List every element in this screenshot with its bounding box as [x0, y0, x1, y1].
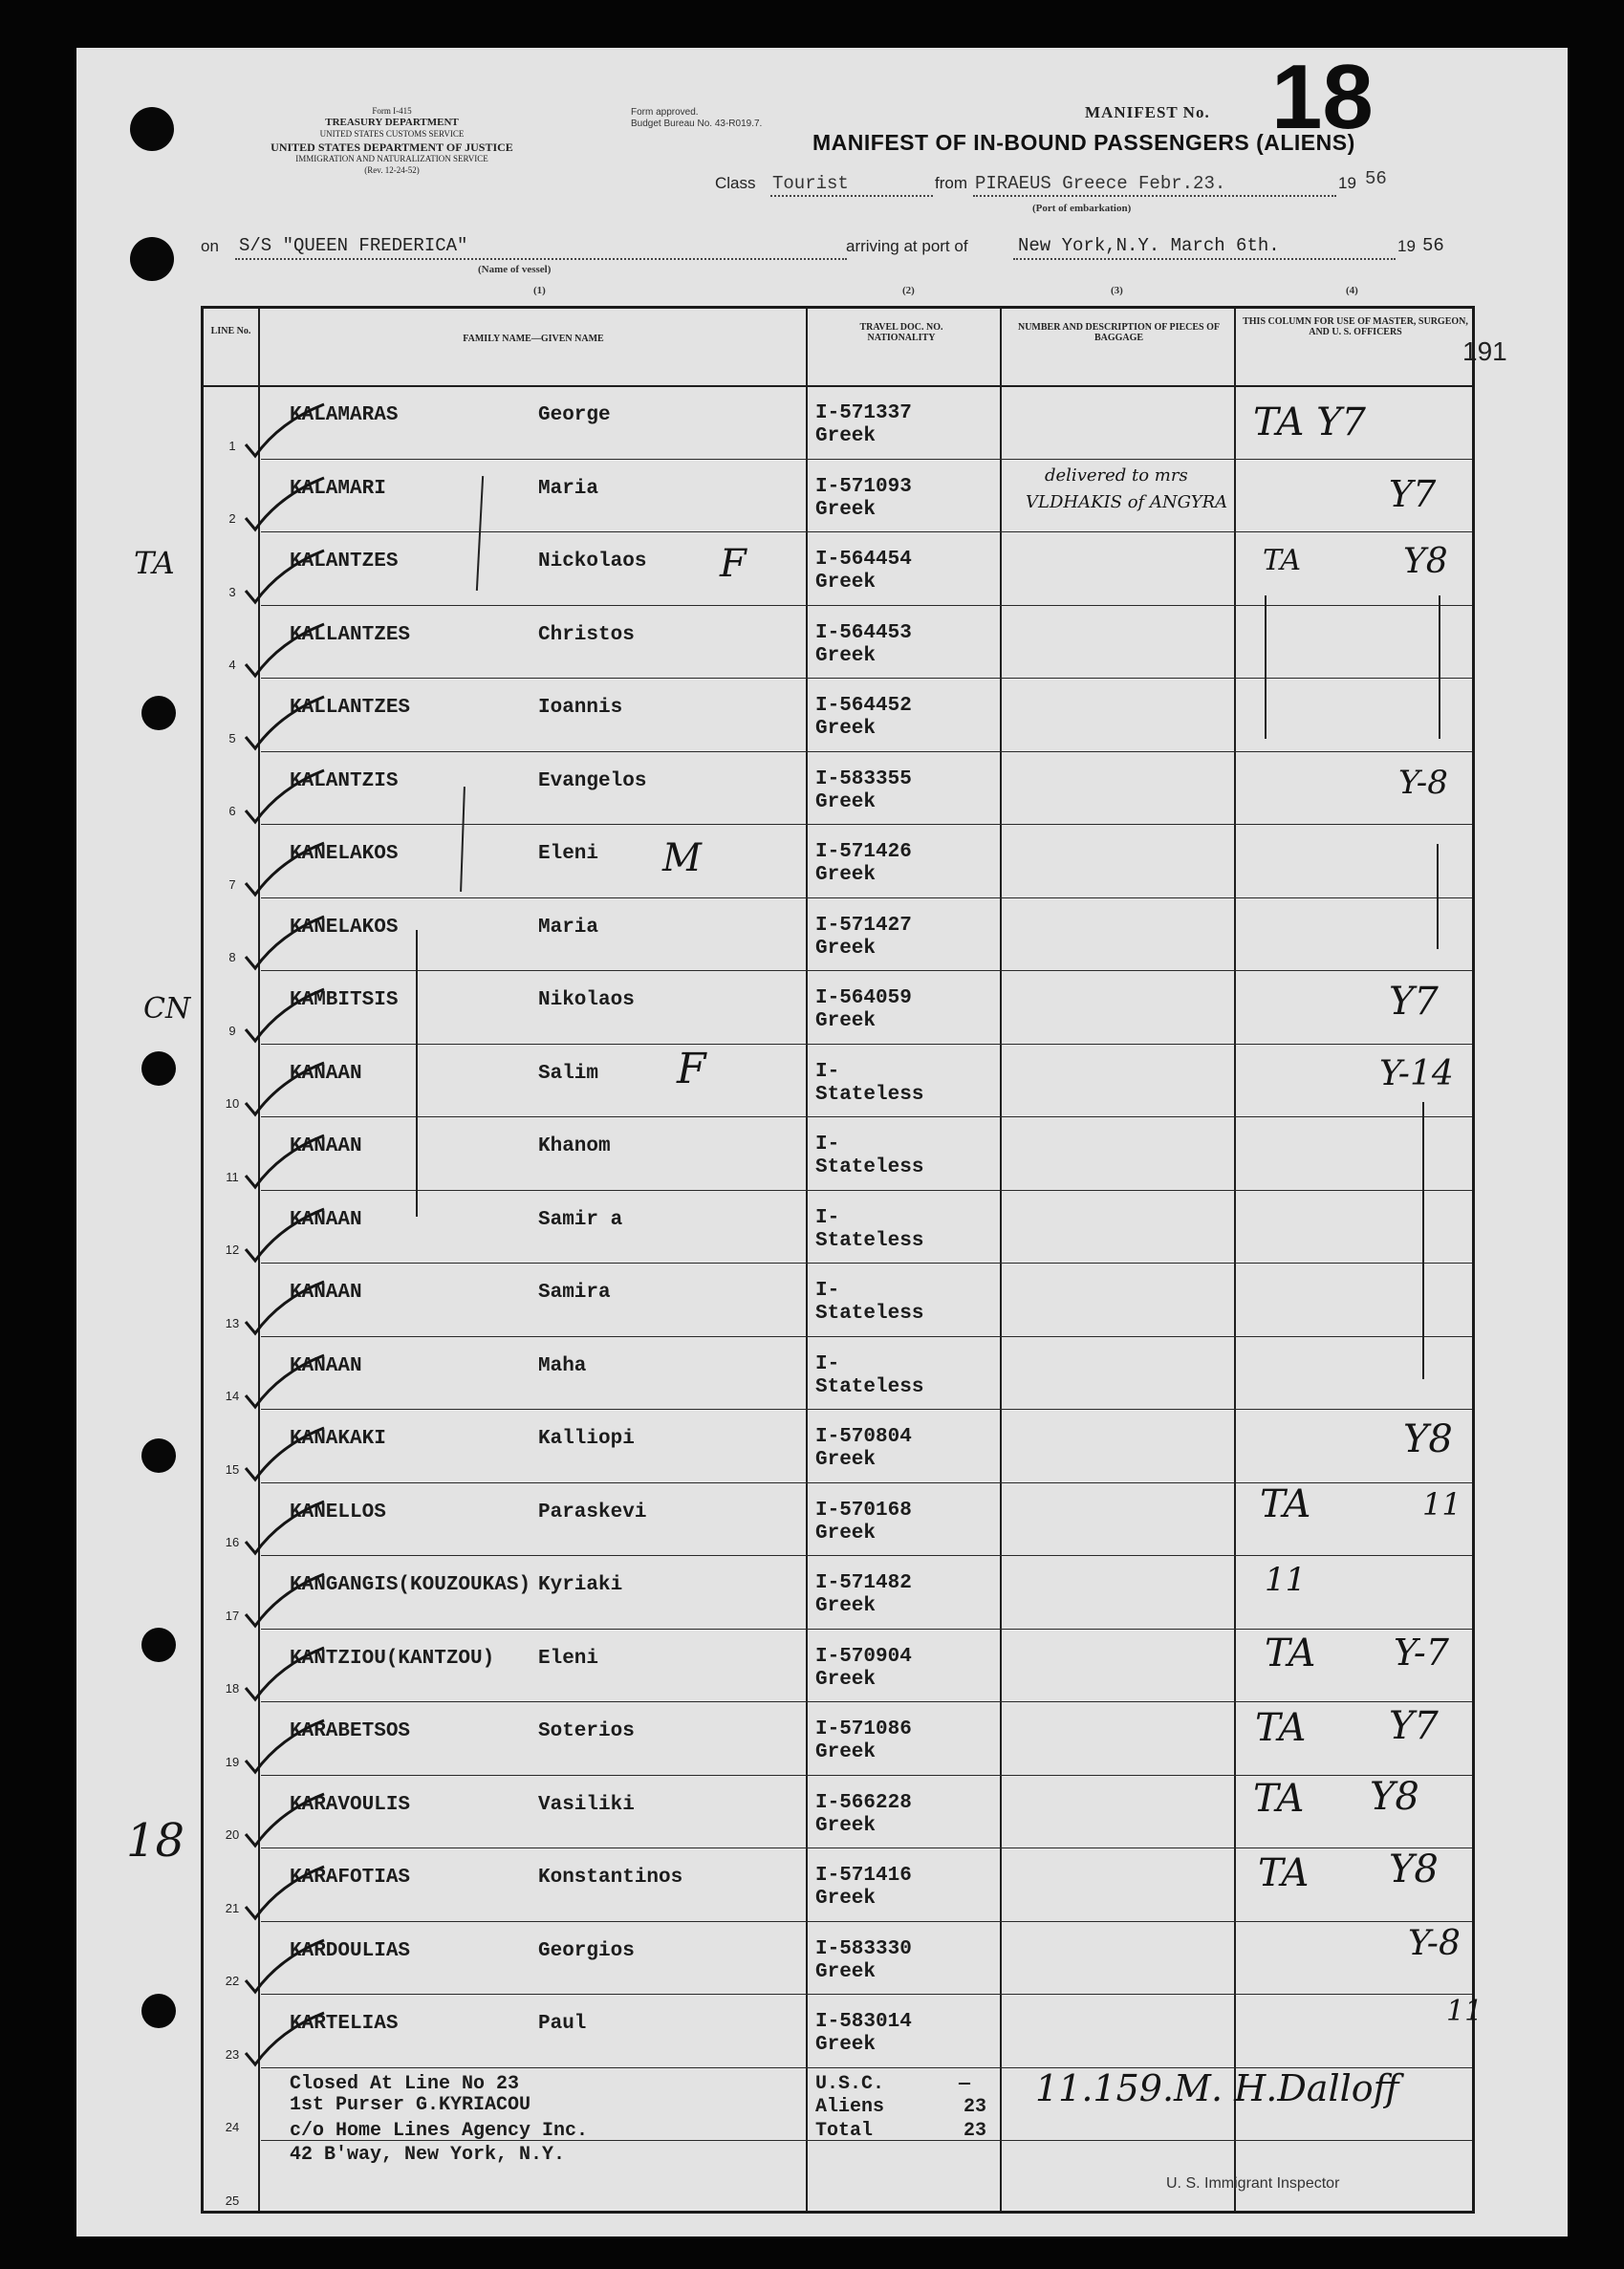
inspector-signature: 11.159.M. H.Dalloff — [1035, 2067, 1399, 2109]
travel-doc-number: I-571337 — [815, 402, 912, 424]
family-name: KARABETSOS — [290, 1720, 411, 1743]
closed-line: Closed At Line No 23 — [290, 2073, 520, 2095]
line-number: 8 — [228, 950, 236, 965]
arriving-label: arriving at port of — [846, 237, 968, 255]
line-number: 2 — [228, 511, 236, 527]
family-name: KAMBITSIS — [290, 989, 399, 1012]
travel-doc-number: I-564453 — [815, 621, 912, 644]
hand-r18-code: Y-7 — [1394, 1632, 1449, 1674]
col-num-2: (2) — [902, 285, 915, 296]
binder-hole — [141, 1051, 176, 1086]
check-mark-icon — [242, 1718, 328, 1776]
family-name: KANELAKOS — [290, 916, 399, 939]
family-name: KANGANGIS(KOUZOUKAS) — [290, 1574, 531, 1597]
travel-doc-number: I-564059 — [815, 987, 912, 1010]
line-number: 19 — [225, 1754, 240, 1769]
nationality: Greek — [815, 1888, 877, 1911]
year-prefix: 19 — [1338, 174, 1356, 192]
check-mark-icon — [242, 2011, 328, 2068]
hand-r21-code: Y8 — [1389, 1848, 1439, 1891]
form-number: Form I-415 — [372, 106, 412, 116]
given-name: Vasiliki — [538, 1793, 635, 1816]
line-number: 6 — [228, 804, 236, 819]
nationality: Greek — [815, 1814, 877, 1837]
table-row — [204, 1921, 1472, 1995]
hand-r3-mark: F — [720, 542, 747, 586]
check-mark-icon — [242, 1426, 328, 1483]
bracket-mark — [416, 930, 418, 1217]
given-name: Maria — [538, 916, 599, 939]
family-name: KANAAN — [290, 1354, 362, 1377]
nationality: Greek — [815, 2034, 877, 2057]
family-name: KALLANTZES — [290, 623, 411, 646]
line-number: 16 — [225, 1535, 240, 1550]
form-approved — [631, 107, 762, 130]
family-name: KANAAN — [290, 1208, 362, 1231]
hand-r19-code: Y7 — [1389, 1704, 1439, 1748]
line-number: 1 — [228, 438, 236, 453]
vessel-dotline — [235, 258, 847, 260]
line-number: 5 — [228, 730, 236, 746]
check-mark-icon — [242, 1134, 328, 1191]
margin-note-18: 18 — [126, 1814, 185, 1868]
hand-r10-mark: F — [677, 1045, 706, 1093]
given-name: Nikolaos — [538, 989, 635, 1012]
line-number: 13 — [225, 1315, 240, 1330]
family-name: KALAMARI — [290, 477, 386, 500]
travel-doc-number: I-571086 — [815, 1718, 912, 1741]
hand-r22-code: Y-8 — [1408, 1924, 1461, 1963]
form-approved-label: Form approved. — [631, 107, 699, 118]
line-number: 17 — [225, 1608, 240, 1623]
given-name: Eleni — [538, 843, 599, 866]
bracket-mark — [1439, 595, 1440, 739]
travel-doc-number: I-583355 — [815, 767, 912, 790]
vessel-caption: (Name of vessel) — [478, 264, 552, 275]
from-value: PIRAEUS Greece Febr.23. — [975, 173, 1226, 194]
family-name: KANTZIOU(KANTZOU) — [290, 1647, 495, 1670]
hand-r23-code: 11 — [1446, 1995, 1483, 2028]
binder-hole — [130, 237, 174, 281]
bracket-mark — [1437, 844, 1439, 949]
th-officers: THIS COLUMN FOR USE OF MASTER, SURGEON, AND U. S. OFFICERS — [1243, 316, 1468, 337]
check-mark-icon — [242, 1280, 328, 1337]
family-name: KALANTZES — [290, 551, 399, 573]
family-name: KARTELIAS — [290, 2013, 399, 2036]
page-number: 191 — [1462, 336, 1507, 366]
line-number: 23 — [225, 2046, 240, 2062]
th-line-no: LINE No. — [210, 326, 251, 336]
family-name: KANAAN — [290, 1062, 362, 1085]
page-title: MANIFEST OF IN-BOUND PASSENGERS (ALIENS) — [812, 130, 1355, 155]
check-mark-icon — [242, 987, 328, 1045]
given-name: Christos — [538, 623, 635, 646]
th-name: FAMILY NAME—GIVEN NAME — [463, 334, 604, 344]
check-mark-icon — [242, 1207, 328, 1264]
on-label: on — [201, 237, 219, 255]
travel-doc-number: I-571426 — [815, 841, 912, 864]
line-number: 25 — [225, 2193, 240, 2208]
passenger-table — [201, 306, 1483, 2214]
line-number: 24 — [225, 2120, 240, 2135]
line-number: 15 — [225, 1461, 240, 1477]
nationality: Greek — [815, 718, 877, 741]
hand-r20-code: Y8 — [1370, 1775, 1419, 1819]
travel-doc-number: I- — [815, 1280, 840, 1303]
line-number: 7 — [228, 876, 236, 892]
check-mark-icon — [242, 402, 328, 460]
hand-r16: TA — [1260, 1482, 1311, 1526]
family-name: KANAAN — [290, 1282, 362, 1305]
hand-r18: TA — [1265, 1632, 1316, 1675]
nationality: Greek — [815, 644, 877, 667]
check-mark-icon — [242, 549, 328, 606]
aliens-value: 23 — [964, 2096, 987, 2118]
check-mark-icon — [242, 1646, 328, 1703]
check-mark-icon — [242, 1353, 328, 1411]
arriving-dotline — [1013, 258, 1396, 260]
line-number: 20 — [225, 1827, 240, 1843]
nationality: Stateless — [815, 1229, 924, 1252]
travel-doc-number: I-570804 — [815, 1426, 912, 1449]
vessel-name: S/S "QUEEN FREDERICA" — [239, 235, 468, 256]
hand-r7-mark: M — [662, 836, 702, 880]
given-name: Eleni — [538, 1647, 599, 1670]
binder-hole — [141, 1438, 176, 1473]
family-name: KANAAN — [290, 1135, 362, 1158]
hand-r2-note2: VLDHAKIS of ANGYRA — [1026, 492, 1228, 512]
year-value: 56 — [1365, 168, 1387, 189]
check-mark-icon — [242, 1938, 328, 1996]
table-row — [204, 678, 1472, 751]
check-mark-icon — [242, 1500, 328, 1557]
travel-doc-number: I- — [815, 1206, 840, 1229]
hand-r20: TA — [1253, 1777, 1305, 1821]
nationality: Greek — [815, 1960, 877, 1983]
arriving-year-prefix: 19 — [1397, 237, 1416, 255]
check-mark-icon — [242, 915, 328, 972]
travel-doc-number: I-570904 — [815, 1645, 912, 1668]
check-mark-icon — [242, 476, 328, 533]
binder-hole — [130, 107, 174, 151]
total-label: Total — [815, 2120, 874, 2142]
table-row — [204, 970, 1472, 1044]
family-name: KARDOULIAS — [290, 1939, 411, 1962]
given-name: Salim — [538, 1062, 599, 1085]
line-number: 3 — [228, 584, 236, 599]
nationality: Greek — [815, 1595, 877, 1618]
family-name: KALANTZIS — [290, 769, 399, 792]
line-number: 9 — [228, 1023, 236, 1038]
manifest-label: MANIFEST No. — [1085, 103, 1210, 121]
travel-doc-number: I-571427 — [815, 914, 912, 937]
total-value: 23 — [964, 2120, 987, 2142]
class-dotline — [770, 195, 933, 197]
treasury-department: TREASURY DEPARTMENT — [325, 117, 459, 128]
given-name: Maha — [538, 1354, 587, 1377]
check-mark-icon — [242, 768, 328, 826]
hand-r3: TA — [1263, 544, 1302, 577]
hand-r19: TA — [1255, 1706, 1307, 1750]
inspector-caption: U. S. Immigrant Inspector — [1166, 2175, 1340, 2192]
issuing-agencies — [201, 105, 583, 176]
line-number: 21 — [225, 1900, 240, 1915]
travel-doc-number: I-571093 — [815, 475, 912, 498]
given-name: Soterios — [538, 1720, 635, 1743]
embarkation-caption: (Port of embarkation) — [1032, 203, 1132, 214]
class-label: Class — [715, 174, 756, 192]
hand-r3-code: Y8 — [1403, 542, 1448, 581]
table-row — [204, 897, 1472, 971]
travel-doc-number: I- — [815, 1352, 840, 1375]
arriving-value: New York,N.Y. March 6th. — [1018, 235, 1280, 256]
bracket-mark — [1422, 1102, 1424, 1379]
line-number: 14 — [225, 1389, 240, 1404]
line-number: 10 — [225, 1096, 240, 1112]
hand-r17: 11 — [1265, 1561, 1307, 1599]
family-name: KANELAKOS — [290, 843, 399, 866]
check-mark-icon — [242, 1572, 328, 1630]
table-row — [204, 605, 1472, 679]
given-name: Konstantinos — [538, 1867, 683, 1890]
family-name: KARAVOULIS — [290, 1793, 411, 1816]
hand-r9-code: Y7 — [1389, 980, 1439, 1024]
given-name: Kyriaki — [538, 1574, 623, 1597]
nationality: Stateless — [815, 1303, 924, 1326]
arriving-year: 56 — [1422, 235, 1444, 256]
customs-service: UNITED STATES CUSTOMS SERVICE — [319, 129, 465, 139]
hand-r10-code: Y-14 — [1379, 1054, 1454, 1093]
nationality: Greek — [815, 790, 877, 813]
from-dotline — [973, 195, 1336, 197]
hand-r21: TA — [1258, 1851, 1310, 1895]
table-row — [204, 751, 1472, 825]
travel-doc-number: I-564452 — [815, 695, 912, 718]
budget-bureau: Budget Bureau No. 43-R019.7. — [631, 119, 763, 129]
hand-r2-note1: delivered to mrs — [1045, 465, 1188, 486]
check-mark-icon — [242, 841, 328, 898]
table-row — [204, 459, 1472, 532]
nationality: Greek — [815, 572, 877, 594]
family-name: KALLANTZES — [290, 697, 411, 720]
check-mark-icon — [242, 695, 328, 752]
agency-line: c/o Home Lines Agency Inc. — [290, 2120, 589, 2142]
given-name: Samir a — [538, 1208, 623, 1231]
nationality: Greek — [815, 498, 877, 521]
check-mark-icon — [242, 1865, 328, 1922]
given-name: Paraskevi — [538, 1501, 647, 1523]
check-mark-icon — [242, 1792, 328, 1849]
col-num-4: (4) — [1346, 285, 1358, 296]
binder-hole — [141, 1994, 176, 2028]
family-name: KARAFOTIAS — [290, 1867, 411, 1890]
table-row — [204, 1263, 1472, 1336]
given-name: Evangelos — [538, 769, 647, 792]
travel-doc-number: I-583014 — [815, 2011, 912, 2034]
class-line — [715, 170, 1413, 201]
family-name: KANELLOS — [290, 1501, 386, 1523]
nationality: Greek — [815, 864, 877, 887]
address-line: 42 B'way, New York, N.Y. — [290, 2144, 566, 2166]
table-row — [204, 824, 1472, 897]
ins-service: IMMIGRATION AND NATURALIZATION SERVICE — [295, 154, 488, 163]
table-row — [204, 1116, 1472, 1190]
col-num-1: (1) — [533, 285, 546, 296]
nationality: Stateless — [815, 1156, 924, 1179]
travel-doc-number: I-566228 — [815, 1791, 912, 1814]
aliens-label: Aliens — [815, 2096, 885, 2118]
nationality: Greek — [815, 425, 877, 447]
class-value: Tourist — [772, 173, 849, 194]
nationality: Greek — [815, 1010, 877, 1033]
given-name: George — [538, 404, 611, 426]
travel-doc-number: I-583330 — [815, 1937, 912, 1960]
hand-r1: TA Y7 — [1253, 400, 1366, 444]
given-name: Ioannis — [538, 697, 623, 720]
manifest-number: 18 — [1271, 46, 1374, 148]
given-name: Georgios — [538, 1939, 635, 1962]
given-name: Paul — [538, 2013, 587, 2036]
col-num-3: (3) — [1111, 285, 1123, 296]
hand-r2-code: Y7 — [1389, 473, 1437, 515]
binder-hole — [141, 1628, 176, 1662]
line-number: 12 — [225, 1243, 240, 1258]
line-number: 4 — [228, 658, 236, 673]
th-travel-doc: TRAVEL DOC. NO. NATIONALITY — [859, 322, 943, 343]
check-mark-icon — [242, 1061, 328, 1118]
travel-doc-number: I-571416 — [815, 1865, 912, 1888]
th-baggage: NUMBER AND DESCRIPTION OF PIECES OF BAGGAGE — [1017, 322, 1221, 343]
given-name: Samira — [538, 1282, 611, 1305]
table-row — [204, 1994, 1472, 2067]
hand-r6-code: Y-8 — [1398, 764, 1448, 802]
given-name: Nickolaos — [538, 551, 647, 573]
nationality: Greek — [815, 1449, 877, 1472]
travel-doc-number: I-564454 — [815, 549, 912, 572]
vessel-line — [201, 233, 1482, 264]
travel-doc-number: I-571482 — [815, 1572, 912, 1595]
nationality: Greek — [815, 1668, 877, 1691]
given-name: Kalliopi — [538, 1428, 635, 1451]
check-mark-icon — [242, 622, 328, 680]
revision: (Rev. 12-24-52) — [364, 165, 420, 175]
travel-doc-number: I-570168 — [815, 1499, 912, 1522]
nationality: Greek — [815, 1522, 877, 1545]
travel-doc-number: I- — [815, 1060, 840, 1083]
nationality: Stateless — [815, 1083, 924, 1106]
given-name: Maria — [538, 477, 599, 500]
family-name: KALAMARAS — [290, 404, 399, 426]
justice-department: UNITED STATES DEPARTMENT OF JUSTICE — [271, 140, 513, 154]
margin-note-ta: TA — [134, 545, 175, 581]
table-row — [204, 1409, 1472, 1482]
given-name: Khanom — [538, 1135, 611, 1158]
margin-note-cn: CN — [143, 992, 191, 1026]
line-number: 22 — [225, 1974, 240, 1989]
purser-line: 1st Purser G.KYRIACOU — [290, 2094, 531, 2116]
line-number: 18 — [225, 1681, 240, 1696]
table-row — [204, 1190, 1472, 1264]
table-row — [204, 1336, 1472, 1410]
usc-value: — — [959, 2073, 971, 2095]
family-name: KANAKAKI — [290, 1428, 386, 1451]
hand-r16-code: 11 — [1422, 1486, 1462, 1523]
nationality: Greek — [815, 937, 877, 960]
nationality: Greek — [815, 1741, 877, 1764]
binder-hole — [141, 696, 176, 730]
bracket-mark — [1265, 595, 1267, 739]
from-label: from — [935, 174, 967, 192]
nationality: Stateless — [815, 1375, 924, 1398]
line-number: 11 — [226, 1169, 239, 1184]
table-row — [204, 1044, 1472, 1117]
travel-doc-number: I- — [815, 1134, 840, 1156]
hand-r15-code: Y8 — [1403, 1417, 1453, 1461]
usc-label: U.S.C. — [815, 2073, 885, 2095]
